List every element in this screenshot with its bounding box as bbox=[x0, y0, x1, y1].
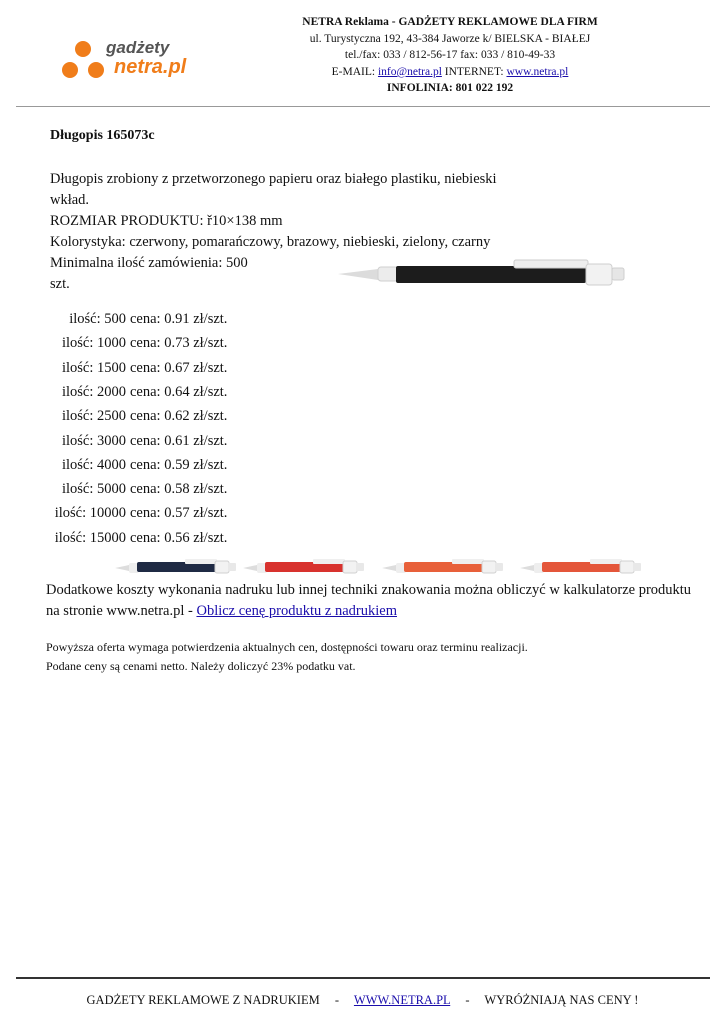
price-row bbox=[50, 505, 250, 529]
offer-notes bbox=[46, 638, 706, 676]
price-quantity: ilość: 1000 bbox=[61, 335, 126, 352]
product-pen-image bbox=[338, 254, 628, 294]
price-value: cena: 0.91 zł/szt. bbox=[130, 311, 228, 327]
company-name: NETRA Reklama - GADŻETY REKLAMOWE DLA FIRM bbox=[302, 16, 598, 28]
price-quantity: ilość: 500 bbox=[69, 311, 126, 327]
company-contact bbox=[270, 64, 630, 81]
pen-variant-image bbox=[382, 554, 506, 578]
header-divider bbox=[16, 106, 710, 107]
minimum-order: Minimalna ilość zamówienia: 500 szt. bbox=[50, 255, 248, 292]
pen-variant-image bbox=[243, 554, 367, 578]
logo-text-netra: netra.pl bbox=[114, 56, 187, 78]
price-value: cena: 0.59 zł/szt. bbox=[130, 456, 228, 473]
logo-flower-icon bbox=[62, 40, 104, 84]
internet-label: INTERNET: bbox=[441, 65, 507, 78]
printing-cost-info bbox=[46, 580, 706, 622]
price-quantity: ilość: 2500 bbox=[61, 408, 126, 425]
company-header bbox=[270, 14, 630, 97]
footer-separator: - bbox=[465, 993, 470, 1007]
price-value: cena: 0.61 zł/szt. bbox=[130, 432, 228, 449]
price-value: cena: 0.57 zł/szt. bbox=[130, 505, 228, 522]
price-row bbox=[50, 384, 250, 408]
footer-separator: - bbox=[334, 993, 340, 1007]
footer-slogan-left: GADŻETY REKLAMOWE Z NADRUKIEM bbox=[86, 993, 320, 1007]
price-row bbox=[50, 335, 250, 359]
netra-logo bbox=[62, 38, 202, 84]
price-value: cena: 0.56 zł/szt. bbox=[130, 529, 228, 546]
printing-cost-text: Dodatkowe koszty wykonania nadruku lub innej techniki znakowania można obliczyć w kalkulatorze produktu na stronie www.netra.pl - bbox=[46, 582, 692, 619]
website-link[interactable]: www.netra.pl bbox=[506, 65, 569, 78]
footer-slogan-right: WYRÓŻNIAJĄ NAS CENY ! bbox=[484, 993, 639, 1007]
pen-variant-image bbox=[115, 554, 239, 578]
product-size: ROZMIAR PRODUKTU: ř10×138 mm bbox=[50, 213, 283, 229]
price-quantity: ilość: 3000 bbox=[61, 432, 126, 449]
price-value: cena: 0.73 zł/szt. bbox=[130, 335, 228, 352]
email-label: E-MAIL: bbox=[331, 65, 378, 78]
price-row bbox=[50, 408, 250, 432]
price-value: cena: 0.64 zł/szt. bbox=[130, 383, 228, 400]
price-value: cena: 0.67 zł/szt. bbox=[130, 359, 228, 376]
price-row bbox=[50, 457, 250, 481]
company-address: ul. Turystyczna 192, 43-384 Jaworze k/ BIELSKA - BIAŁEJ bbox=[309, 32, 591, 45]
product-title: Długopis 165073c bbox=[50, 128, 155, 143]
product-colors: Kolorystyka: czerwony, pomarańczowy, brazowy, niebieski, zielony, czarny bbox=[50, 234, 491, 250]
price-row bbox=[50, 530, 250, 554]
calculate-price-link[interactable]: Oblicz cenę produktu z nadrukiem bbox=[196, 603, 397, 619]
logo-text-gadzety: gadżety bbox=[106, 38, 170, 57]
offer-note-confirmation: Powyższa oferta wymaga potwierdzenia aktualnych cen, dostępności towaru oraz terminu realizacji. bbox=[46, 640, 528, 654]
page-footer bbox=[0, 993, 725, 1008]
product-description-block bbox=[50, 169, 520, 253]
price-row bbox=[50, 311, 250, 335]
price-quantity: ilość: 15000 bbox=[54, 529, 126, 546]
price-quantity: ilość: 4000 bbox=[61, 456, 126, 473]
infolinia: INFOLINIA: 801 022 192 bbox=[386, 82, 514, 95]
price-row bbox=[50, 481, 250, 505]
pen-variant-image bbox=[520, 554, 644, 578]
company-phones: tel./fax: 033 / 812-56-17 fax: 033 / 810-49-33 bbox=[344, 49, 556, 62]
price-quantity: ilość: 2000 bbox=[61, 383, 126, 400]
price-value: cena: 0.58 zł/szt. bbox=[130, 481, 228, 498]
price-value: cena: 0.62 zł/szt. bbox=[130, 408, 228, 425]
email-link[interactable]: info@netra.pl bbox=[377, 65, 442, 78]
offer-note-vat: Podane ceny są cenami netto. Należy doliczyć 23% podatku vat. bbox=[46, 659, 356, 673]
footer-website-link[interactable]: WWW.NETRA.PL bbox=[353, 993, 451, 1007]
price-row bbox=[50, 360, 250, 384]
price-row bbox=[50, 433, 250, 457]
product-description: Długopis zrobiony z przetworzonego papieru oraz białego plastiku, niebieski wkład. bbox=[50, 171, 497, 208]
footer-divider bbox=[16, 977, 710, 979]
price-quantity: ilość: 1500 bbox=[61, 359, 126, 376]
price-quantity: ilość: 5000 bbox=[61, 481, 126, 498]
price-quantity: ilość: 10000 bbox=[54, 505, 126, 522]
